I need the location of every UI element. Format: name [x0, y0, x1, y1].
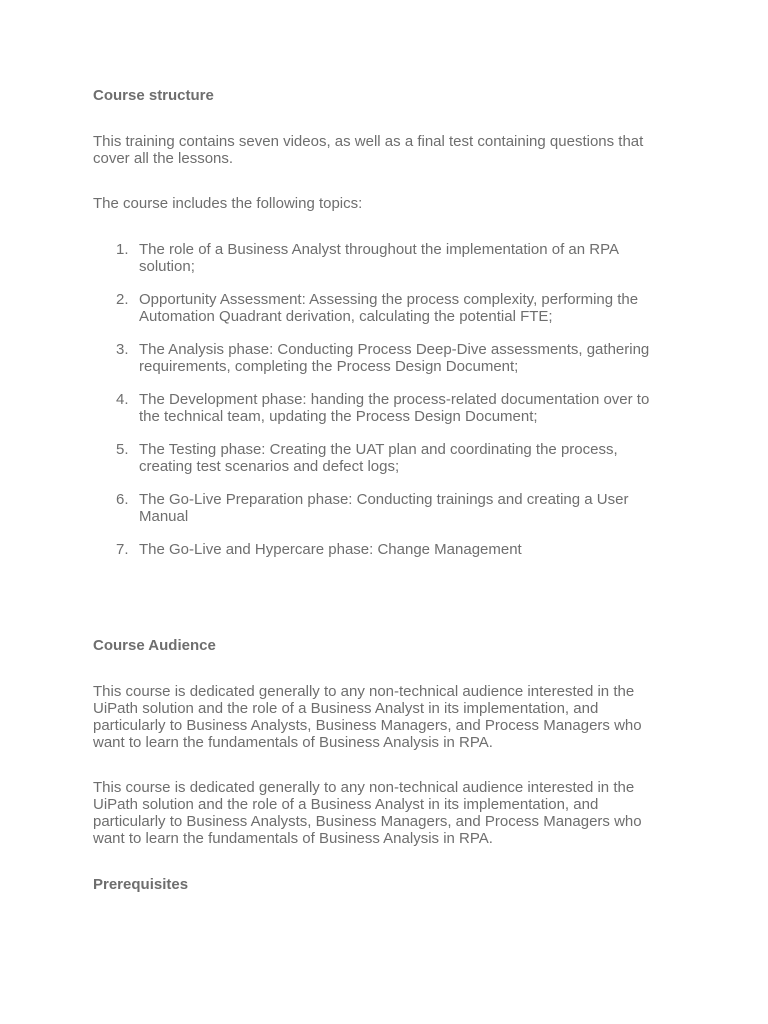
list-item-text: The Analysis phase: Conducting Process Deep-Dive assessments, gathering requirements, completing the Process Design Document;: [139, 341, 650, 375]
list-item-text: The role of a Business Analyst throughout the implementation of an RPA solution;: [139, 241, 619, 275]
list-item-number: 3.: [116, 341, 129, 358]
list-item-number: 4.: [116, 391, 129, 408]
list-item-text: The Go-Live Preparation phase: Conducting trainings and creating a User Manual: [139, 491, 629, 525]
list-item-number: 7.: [116, 541, 129, 558]
list-item: [93, 491, 673, 525]
list-item-number: 6.: [116, 491, 129, 508]
list-item: [93, 241, 673, 275]
list-item-text: Opportunity Assessment: Assessing the process complexity, performing the Automation Quadrant derivation, calculating the potential FTE;: [139, 291, 639, 325]
list-item: [93, 341, 673, 375]
course-structure-heading: Course structure: [93, 87, 214, 104]
prerequisites-heading: Prerequisites: [93, 876, 189, 893]
list-item-number: 1.: [116, 241, 129, 258]
list-item: [93, 391, 673, 425]
list-item: [93, 541, 673, 558]
course-structure-intro: This training contains seven videos, as well as a final test containing questions that cover all the lessons.: [93, 133, 644, 167]
list-item-number: 5.: [116, 441, 129, 458]
list-item-text: The Go-Live and Hypercare phase: Change Management: [139, 541, 522, 558]
course-audience-paragraph-1: This course is dedicated generally to any non-technical audience interested in the UiPath solution and the role of a Business Analyst in its implementation, and particularly to Business Analysts, Business Managers, and Process Managers who want to learn the fundamentals of Business Analysis in RPA.: [93, 683, 642, 751]
topics-intro: The course includes the following topics:: [93, 195, 363, 212]
course-audience-paragraph-2: This course is dedicated generally to any non-technical audience interested in the UiPath solution and the role of a Business Analyst in its implementation, and particularly to Business Analysts, Business Managers, and Process Managers who want to learn the fundamentals of Business Analysis in RPA.: [93, 779, 642, 847]
list-item-text: The Development phase: handing the process-related documentation over to the technical team, updating the Process Design Document;: [139, 391, 650, 425]
course-audience-heading: Course Audience: [93, 637, 216, 654]
list-item-number: 2.: [116, 291, 129, 308]
topics-list: [93, 241, 673, 574]
list-item: [93, 441, 673, 475]
list-item-text: The Testing phase: Creating the UAT plan and coordinating the process, creating test scenarios and defect logs;: [139, 441, 618, 475]
list-item: [93, 291, 673, 325]
